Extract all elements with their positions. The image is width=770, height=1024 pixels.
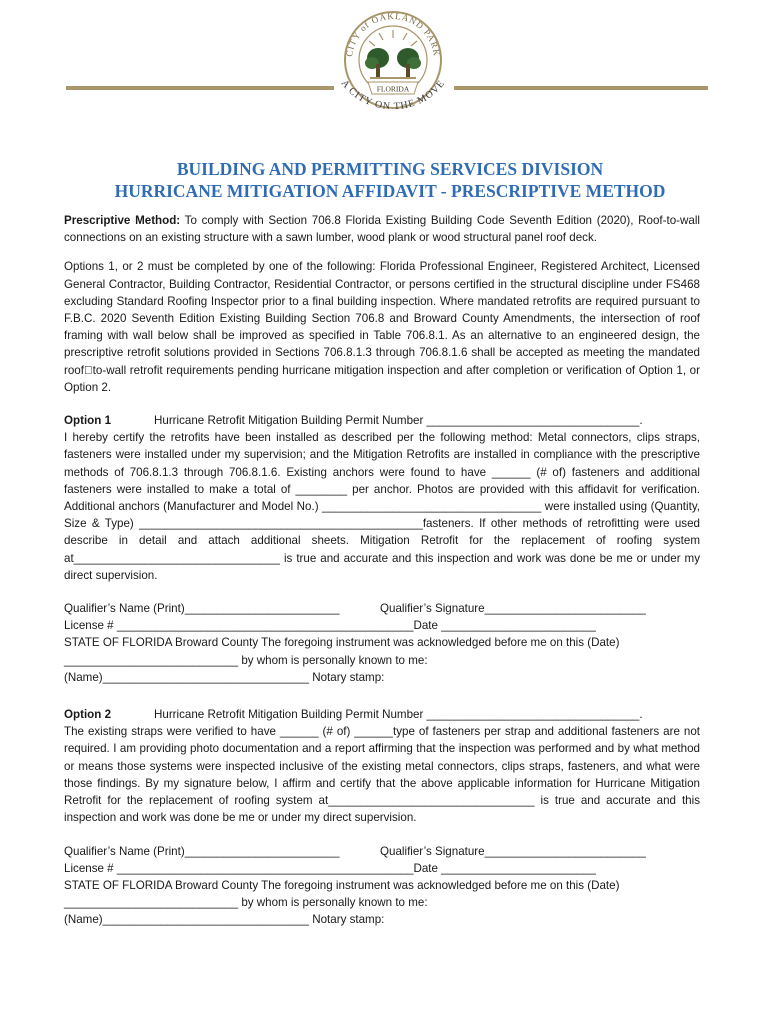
state-acknowledgement: STATE OF FLORIDA Broward County The foregoing instrument was acknowledged before me on this (Date) bbox=[64, 636, 620, 650]
qualifier-name-field[interactable]: Qualifier’s Name (Print)________________________ bbox=[64, 844, 340, 858]
intro-label: Prescriptive Method: bbox=[64, 214, 181, 227]
document-titles bbox=[60, 158, 720, 202]
option1-body: I hereby certify the retrofits have been installed as described per the following method: Metal connectors, clips straps, fasteners were installed under my supervision; and the Mitigation Retrofits are installed in compliance with the prescriptive methods of 706.8.1.3 through 706.8.1.6. Existing anchors were found to have ______ (# of) fasteners and additional fasteners were installed to make a total of ________ per anchor. Photos are provided with this affidavit for verification. Additional anchors (Manufacturer and Model No.) __________________________________ were installed using (Quantity, Size & Type) ____________________________________________fasteners. If other methods of retrofitting were used describe in detail and attach additional sheets. Mitigation Retrofit for the replacement of roofing system at________________________________ is true and accurate and this inspection and work was done be me or under my direct supervision. bbox=[64, 431, 700, 582]
svg-text:CITY of OAKLAND PARK: CITY of OAKLAND PARK bbox=[344, 10, 442, 58]
license-date-field[interactable]: License # ______________________________________________Date ________________________ bbox=[64, 619, 596, 633]
qualifier-signature-field[interactable]: Qualifier’s Signature_________________________ bbox=[380, 844, 646, 858]
notary-name-field[interactable]: (Name)________________________________ bbox=[64, 913, 309, 927]
notary-name-field[interactable]: (Name)________________________________ bbox=[64, 670, 309, 684]
option2-body: The existing straps were verified to have ______ (# of) ______type of fasteners per strap and additional fasteners are not required. I am providing photo documentation and a report affirming that the inspection was performed and by what method or means those systems were inspected inclusive of the existing metal connectors, clips straps, fasteners, and what were those findings. By my signature below, I affirm and certify that the above applicable information for Hurricane Mitigation Retrofit for the replacement of roofing system at________________________________ is true and accurate and this inspection and work was done be me or under my direct supervision. bbox=[64, 725, 700, 825]
notary-stamp-label: Notary stamp: bbox=[312, 913, 385, 927]
option2-signature-block bbox=[64, 843, 700, 929]
option1-signature-block bbox=[64, 600, 700, 686]
affidavit-title: HURRICANE MITIGATION AFFIDAVIT - PRESCRIPTIVE METHOD bbox=[114, 181, 666, 201]
requirements-paragraph: Options 1, or 2 must be completed by one of the following: Florida Professional Engineer, Registered Architect, Licensed General Contractor, Building Contractor, Residential Contractor, or persons certified in the structural discipline under FS468 excluding Standard Roofing Inspector prior to a final building inspection. Where mandated retrofits are required pursuant to F.B.C. 2020 Seventh Edition Existing Building Section 706.8 and Broward County Amendments, the intersection of roof framing with wall below shall be improved as specified in Table 706.8.1. As an alternative to an engineered design, the prescriptive retrofit solutions provided in Sections 706.8.1.3 through 706.8.1.6 shall be accepted as meeting the mandated roof to-wall retrofit requirements pending hurricane mitigation inspection and after completion or verification of Option 1, or Option 2. bbox=[64, 260, 700, 394]
known-to-me-line[interactable]: ___________________________ by whom is personally known to me: bbox=[64, 653, 428, 667]
qualifier-name-field[interactable]: Qualifier’s Name (Print)________________________ bbox=[64, 602, 340, 616]
qualifier-signature-field[interactable]: Qualifier’s Signature_________________________ bbox=[380, 602, 646, 616]
intro-paragraph bbox=[64, 212, 700, 246]
city-seal-logo bbox=[328, 8, 458, 126]
known-to-me-line[interactable]: ___________________________ by whom is personally known to me: bbox=[64, 896, 428, 910]
header-rule-right bbox=[454, 86, 708, 90]
document-body bbox=[64, 212, 700, 929]
option1-permit-line: Hurricane Retrofit Mitigation Building Permit Number _________________________________. bbox=[154, 414, 643, 428]
license-date-field[interactable]: License # ______________________________________________Date ________________________ bbox=[64, 861, 596, 875]
intro-text: To comply with Section 706.8 Florida Existing Building Code Seventh Edition (2020), Roof-to-wall connections on an existing structure with a sawn lumber, wood plank or wood structural panel roof deck. bbox=[64, 214, 700, 245]
option1-header bbox=[64, 412, 700, 429]
option1-label: Option 1 bbox=[64, 414, 112, 428]
option2-permit-line: Hurricane Retrofit Mitigation Building Permit Number _________________________________. bbox=[154, 708, 643, 722]
notary-stamp-label: Notary stamp: bbox=[312, 670, 385, 684]
option2-header bbox=[64, 706, 700, 723]
oak-tree-left-icon bbox=[365, 48, 389, 78]
oak-tree-right-icon bbox=[397, 48, 421, 78]
header-rule-left bbox=[66, 86, 334, 90]
division-title: BUILDING AND PERMITTING SERVICES DIVISION bbox=[176, 159, 604, 179]
state-acknowledgement: STATE OF FLORIDA Broward County The foregoing instrument was acknowledged before me on this (Date) bbox=[64, 878, 620, 892]
option2-label: Option 2 bbox=[64, 708, 112, 722]
svg-text:FLORIDA: FLORIDA bbox=[376, 84, 410, 94]
svg-text:A CITY ON THE MOVE: A CITY ON THE MOVE bbox=[338, 77, 448, 113]
